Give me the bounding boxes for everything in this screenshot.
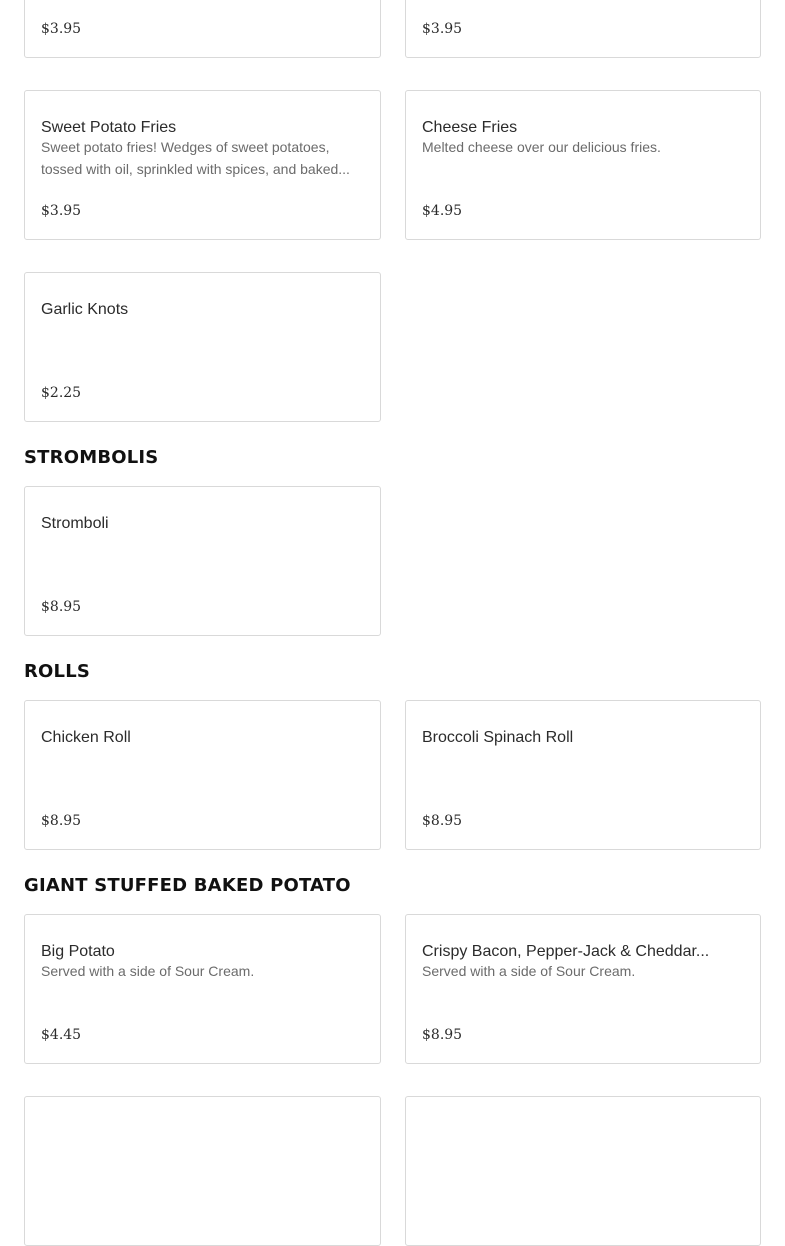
menu-item-card[interactable] <box>405 0 761 58</box>
item-price: $8.95 <box>41 813 82 829</box>
item-price: $3.95 <box>422 21 463 37</box>
item-name: Garlic Knots <box>41 301 129 318</box>
menu-item-card[interactable] <box>24 700 381 850</box>
item-price: $3.95 <box>41 21 82 37</box>
menu-item-card[interactable] <box>405 1096 761 1246</box>
menu-item-card[interactable] <box>405 90 761 240</box>
menu-item-card[interactable] <box>24 1096 381 1246</box>
item-name: Broccoli Spinach Roll <box>422 729 574 746</box>
item-name: Crispy Bacon, Pepper-Jack & Cheddar... <box>422 943 710 960</box>
item-price: $3.95 <box>41 203 82 219</box>
item-description: Sweet potato fries! Wedges of sweet potatoes, tossed with oil, sprinkled with spices, and baked... <box>41 139 350 177</box>
item-price: $2.25 <box>41 385 82 401</box>
item-description: Served with a side of Sour Cream. <box>422 963 636 979</box>
section-heading-strombolis: STROMBOLIS <box>24 447 159 468</box>
item-price: $8.95 <box>41 599 82 615</box>
item-price: $8.95 <box>422 813 463 829</box>
item-name: Stromboli <box>41 515 109 532</box>
item-description: Served with a side of Sour Cream. <box>41 963 255 979</box>
item-price: $4.95 <box>422 203 463 219</box>
menu-item-card[interactable] <box>24 0 381 58</box>
menu-item-card[interactable] <box>24 486 381 636</box>
menu-item-card[interactable] <box>24 90 381 240</box>
item-name: Cheese Fries <box>422 119 518 136</box>
menu-item-card[interactable] <box>405 914 761 1064</box>
item-price: $8.95 <box>422 1027 463 1043</box>
item-name: Sweet Potato Fries <box>41 119 177 136</box>
item-price: $4.45 <box>41 1027 82 1043</box>
section-heading-potato: GIANT STUFFED BAKED POTATO <box>24 875 351 896</box>
menu-item-card[interactable] <box>24 272 381 422</box>
menu-item-card[interactable] <box>24 914 381 1064</box>
section-heading-rolls: ROLLS <box>24 661 91 682</box>
item-name: Chicken Roll <box>41 729 131 746</box>
item-description: Melted cheese over our delicious fries. <box>422 139 661 155</box>
item-name: Big Potato <box>41 943 115 960</box>
menu-item-card[interactable] <box>405 700 761 850</box>
